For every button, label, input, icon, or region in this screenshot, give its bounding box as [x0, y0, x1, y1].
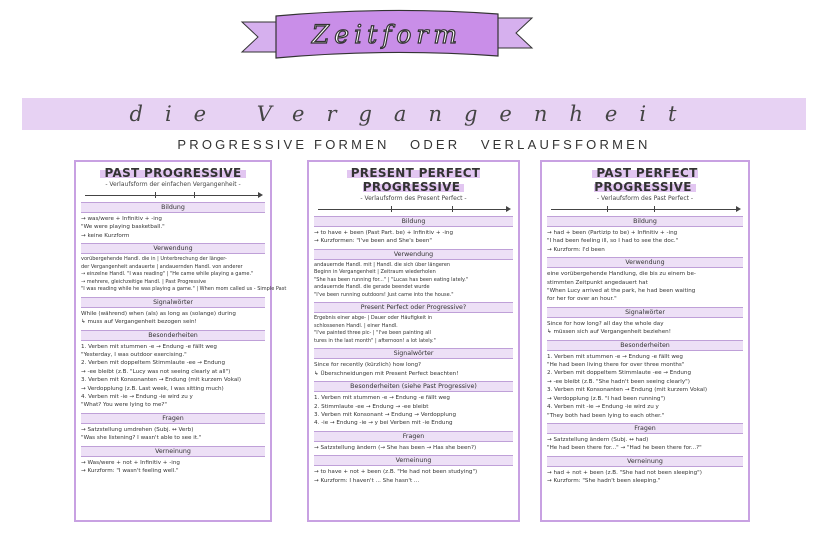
section-heading: Signalwörter: [81, 297, 265, 308]
section-heading: Verwendung: [81, 243, 265, 254]
line: → -ee bleibt (z.B. "Lucy was not seeing clearly at all"): [81, 368, 231, 375]
line: stimmten Zeitpunkt angedauert hat: [547, 279, 648, 286]
line: 3. Verben mit Konsonanten → Endung (mit kurzem Vokal): [547, 387, 708, 394]
banner-title: Zeitform: [311, 20, 463, 49]
title-band: [22, 98, 806, 130]
section-heading: Verwendung: [547, 257, 743, 268]
line: → Kurzform: "She hadn't been sleeping.": [547, 478, 661, 485]
band-title: die Vergangenheit: [129, 102, 699, 126]
line: eine vorübergehende Handlung, die bis zu einem be-: [547, 271, 696, 278]
line: → Verdopplung (z.B. "I had been running"): [547, 395, 666, 402]
line: → Kurzform: "I wasn't feeling well.": [81, 468, 179, 474]
section-heading: Bildung: [314, 216, 513, 227]
line: → Kurzform: I haven't ... She hasn't ...: [314, 477, 420, 484]
line: → Satzstellung ändern (→ She has been → Has she been?): [314, 444, 477, 451]
line: Beginn in Vergangenheit | Zeitraum wiederholen: [314, 269, 436, 276]
line: "Yesterday, I was outdoor exercising.": [81, 351, 187, 358]
line: ↳ muss auf Vergangenheit bezogen sein!: [81, 319, 197, 326]
section-heading: Fragen: [314, 431, 513, 442]
line: 3. Verben mit Konsonant → Endung → Verdopplung: [314, 411, 457, 418]
line: → had + not + been (z.B. "She had not been sleeping"): [547, 469, 702, 476]
line: → Kurzformen: "I've been and She's been": [314, 238, 432, 245]
line: → to have + not + been (z.B. "He had not been studying"): [314, 469, 478, 476]
line: 3. Verben mit Konsonanten → Endung (mit kurzem Vokal): [81, 377, 242, 384]
line: "I've been running outdoors! Just came into the house.": [314, 291, 454, 298]
line: → -ee bleibt (z.B. "She hadn't been seeing clearly"): [547, 378, 690, 385]
line: → had + been (Partizip to be) + Infinitiv + -ing: [547, 230, 678, 236]
section-heading: Bildung: [547, 216, 743, 227]
line: 2. Verben mit doppeltem Stimmlaute -ee → Endung: [81, 360, 226, 367]
section-heading: Signalwörter: [547, 307, 743, 318]
line: → Satzstellung umdrehen (Subj. ↔ Verb): [81, 426, 194, 433]
line: → einzelne Handl. "I was reading" | "He came while playing a game.": [81, 271, 254, 278]
card-past-progressive: [74, 160, 287, 522]
line: "I've painted three pic- | "I've been painting all: [314, 330, 431, 337]
line: der Vergangenheit andauerte | andauernden Handl. von anderer: [81, 263, 243, 270]
line: tures in the last month" | afternoon! a lot lately.": [314, 337, 436, 344]
line: Since for how long? all day the whole day: [547, 320, 664, 327]
section-heading: Besonderheiten: [547, 340, 743, 351]
line: vorübergehende Handl. die in | Unterbrechung der länger-: [81, 256, 227, 263]
line: "When Lucy arrived at the park, he had been waiting: [547, 288, 696, 295]
section-heading: Verwendung: [314, 249, 513, 260]
line: 2. Stimmlaute -ee → Endung → -ee bleibt: [314, 403, 429, 410]
line: → to have + been (Past Part. be) + Infinitiv + -ing: [314, 230, 454, 236]
line: "Was she listening? I wasn't able to see it.": [81, 435, 202, 442]
timeline: [85, 191, 261, 199]
line: → keine Kurzform: [81, 232, 130, 239]
line: andauernde Handl. die gerade beendet wurde: [314, 284, 430, 291]
card-subtitle: - Verlaufsform des Past Perfect -: [596, 195, 694, 202]
section-heading: Signalwörter: [314, 348, 513, 359]
line: "I had been feeling ill, so I had to see the doc.": [547, 238, 679, 245]
section-heading: Verneinung: [314, 455, 513, 466]
line: → Verdopplung (z.B. Last week, I was sitting much): [81, 385, 224, 392]
section-heading: Bildung: [81, 202, 265, 213]
line: andauernde Handl. mit | Handl. die sich über längeren: [314, 261, 451, 268]
line: 1. Verben mit stummen -e → Endung -e fällt weg: [81, 343, 217, 350]
page-subtitle: PROGRESSIVE FORMEN ODER VERLAUFSFORMEN: [177, 137, 651, 152]
line: 4. Verben mit -ie → Endung -ie wird zu y: [547, 404, 659, 411]
line: Ergebnis einer abge- | Dauer oder Häufigkeit in: [314, 315, 433, 322]
section-heading: Present Perfect oder Progressive?: [314, 302, 513, 313]
line: → Was/were + not + Infinitiv + -ing: [81, 459, 180, 466]
card-title: PAST PROGRESSIVE: [81, 166, 265, 180]
line: 1. Verben mit stummen -e → Endung -e fällt weg: [547, 353, 683, 360]
card-past-perfect-progressive: [540, 160, 750, 522]
card-subtitle: - Verlaufsform des Present Perfect -: [360, 195, 467, 202]
line: "I was reading while he was playing a game." | When mom called us - Simple Past: [81, 286, 287, 293]
card-subtitle: - Verlaufsform der einfachen Vergangenheit -: [105, 181, 241, 188]
line: → mehrere, gleichzeitige Handl. | Past Progressive: [81, 278, 207, 285]
line: → was/were + Infinitiv + -ing: [81, 216, 162, 222]
line: 1. Verben mit stummen -e → Endung -e fällt weg: [314, 395, 450, 402]
line: → Satzstellung ändern (Subj. ↔ had): [547, 436, 649, 443]
line: ↳ Überschneidungen mit Present Perfect beachten!: [314, 370, 459, 377]
line: "They both had been lying to each other.": [547, 412, 665, 419]
line: 2. Verben mit doppeltem Stimmlaute -ee → Endung: [547, 370, 692, 377]
line: "What? You were lying to me?": [81, 402, 167, 409]
line: Since for recently (kürzlich) how long?: [314, 362, 422, 369]
section-heading: Besonderheiten: [81, 330, 265, 341]
card-title: PRESENT PERFECT PROGRESSIVE: [314, 166, 513, 194]
line: schlossenen Handl. | einer Handl.: [314, 322, 398, 329]
card-present-perfect-progressive: [307, 160, 520, 522]
line: 4. Verben mit -ie → Endung -ie wird zu y: [81, 393, 193, 400]
section-heading: Besonderheiten (siehe Past Progressive): [314, 381, 513, 392]
line: 4. -ie → Endung -ie → y bei Verben mit -ie Endung: [314, 420, 453, 427]
card-title: PAST PERFECT PROGRESSIVE: [594, 166, 698, 194]
line: "We were playing basketball.": [81, 224, 165, 231]
section-heading: Fragen: [81, 413, 265, 424]
section-heading: Verneinung: [547, 456, 743, 467]
line: "He had been living there for over three months": [547, 362, 685, 369]
section-heading: Fragen: [547, 423, 743, 434]
line: → Kurzform: I'd been: [547, 246, 605, 253]
section-heading: Verneinung: [81, 446, 265, 457]
timeline: [318, 205, 509, 213]
line: "He had been there for..." → "Had he been there for...?": [547, 445, 702, 452]
timeline: [551, 205, 739, 213]
line: "She has been running for..." | "Lucas has been eating lately.": [314, 276, 469, 283]
title-banner: [232, 8, 542, 66]
line: ↳ müssen sich auf Vergangenheit beziehen!: [547, 329, 671, 336]
line: for her for over an hour.": [547, 296, 617, 303]
line: While (während) when (als) as long as (solange) during: [81, 310, 236, 317]
